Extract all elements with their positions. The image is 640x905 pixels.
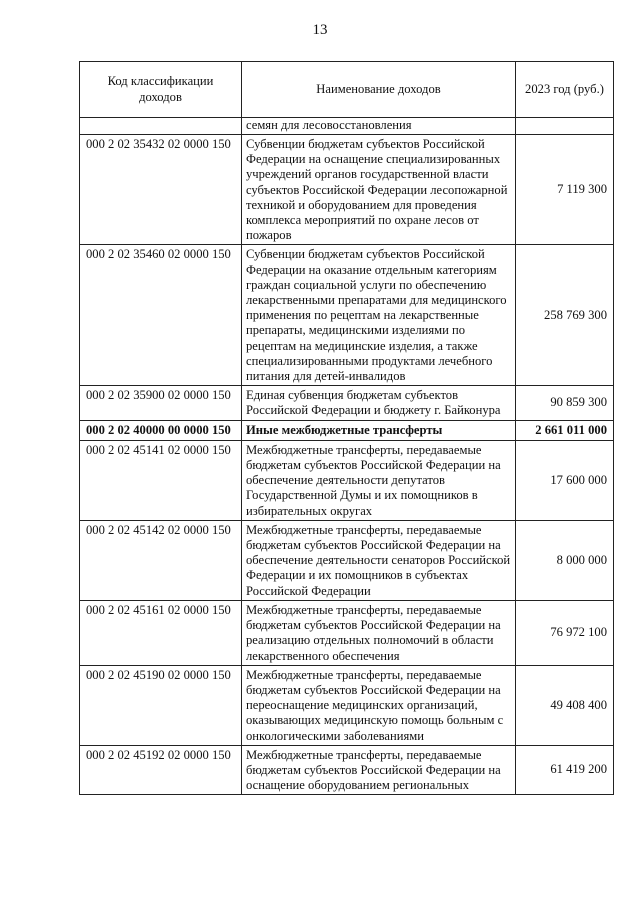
table-row	[80, 245, 614, 386]
header-name: Наименование доходов	[242, 62, 516, 118]
table-row	[80, 440, 614, 520]
row-name: Межбюджетные трансферты, передаваемые бюджетам субъектов Российской Федерации на переоснащение медицинских организаций, оказывающих медицинскую помощь больным с онкологическими заболеваниями	[242, 665, 516, 745]
row-code: 000 2 02 35460 02 0000 150	[80, 245, 242, 386]
row-code: 000 2 02 45190 02 0000 150	[80, 665, 242, 745]
row-amount: 2 661 011 000	[516, 420, 614, 440]
table-row	[80, 118, 614, 135]
row-code: 000 2 02 45192 02 0000 150	[80, 745, 242, 795]
row-code	[80, 118, 242, 135]
table-row	[80, 386, 614, 420]
row-name: Единая субвенция бюджетам субъектов Российской Федерации и бюджету г. Байконура	[242, 386, 516, 420]
row-amount: 49 408 400	[516, 665, 614, 745]
table-row	[80, 520, 614, 600]
page-number: 13	[312, 22, 328, 38]
row-name: Межбюджетные трансферты, передаваемые бюджетам субъектов Российской Федерации на оснащение оборудованием региональных	[242, 745, 516, 795]
header-amount: 2023 год (руб.)	[516, 62, 614, 118]
row-name: Иные межбюджетные трансферты	[242, 420, 516, 440]
row-amount: 76 972 100	[516, 600, 614, 665]
row-code: 000 2 02 45161 02 0000 150	[80, 600, 242, 665]
row-code: 000 2 02 45142 02 0000 150	[80, 520, 242, 600]
row-amount: 17 600 000	[516, 440, 614, 520]
row-amount: 61 419 200	[516, 745, 614, 795]
row-amount: 90 859 300	[516, 386, 614, 420]
row-name: Субвенции бюджетам субъектов Российской Федерации на оснащение специализированных учреждений органов государственной власти субъектов Российской Федерации лесопожарной техникой и оборудованием для проведения комплекса мероприятий по охране лесов от пожаров	[242, 135, 516, 245]
row-name: семян для лесовосстановления	[242, 118, 516, 135]
row-amount: 258 769 300	[516, 245, 614, 386]
row-amount	[516, 118, 614, 135]
row-code: 000 2 02 35432 02 0000 150	[80, 135, 242, 245]
table-row	[80, 745, 614, 795]
row-name: Межбюджетные трансферты, передаваемые бюджетам субъектов Российской Федерации на реализацию отдельных полномочий в области лекарственного обеспечения	[242, 600, 516, 665]
header-code: Код классификации доходов	[80, 62, 242, 118]
row-amount: 8 000 000	[516, 520, 614, 600]
row-code: 000 2 02 40000 00 0000 150	[80, 420, 242, 440]
table-row	[80, 600, 614, 665]
row-amount: 7 119 300	[516, 135, 614, 245]
row-name: Межбюджетные трансферты, передаваемые бюджетам субъектов Российской Федерации на обеспечение деятельности депутатов Государственной Думы и их помощников в избирательных округах	[242, 440, 516, 520]
table-row	[80, 135, 614, 245]
row-code: 000 2 02 45141 02 0000 150	[80, 440, 242, 520]
row-name: Межбюджетные трансферты, передаваемые бюджетам субъектов Российской Федерации на обеспечение деятельности сенаторов Российской Федерации и их помощников в субъектах Российской Федерации	[242, 520, 516, 600]
table-row-group-total	[80, 420, 614, 440]
row-name: Субвенции бюджетам субъектов Российской Федерации на оказание отдельным категориям граждан социальной услуги по обеспечению лекарственными препаратами для медицинского применения по рецептам на лекарственные препараты, медицинскими изделиями по рецептам на медицинские изделия, а также специализированными продуктами лечебного питания для детей-инвалидов	[242, 245, 516, 386]
table-header-row	[80, 62, 614, 118]
revenue-table	[79, 61, 614, 795]
row-code: 000 2 02 35900 02 0000 150	[80, 386, 242, 420]
table-row	[80, 665, 614, 745]
